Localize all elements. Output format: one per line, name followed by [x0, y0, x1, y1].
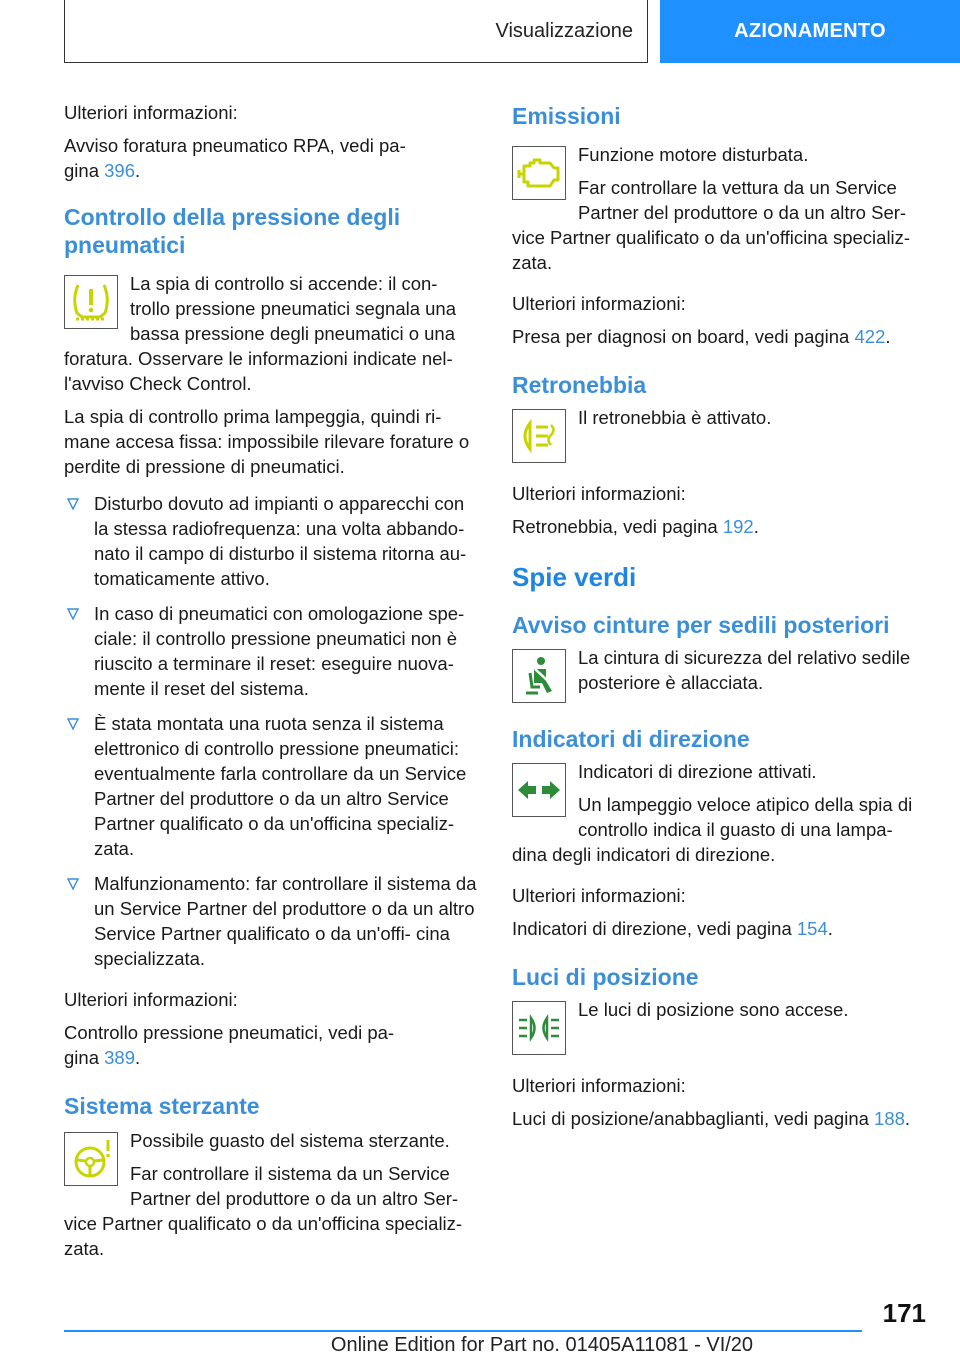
page-link-192[interactable]: 192 — [722, 516, 754, 537]
heading-turn-signals: Indicatori di direzione — [512, 726, 750, 752]
emissions-text-1: Funzione motore disturbata. — [578, 144, 809, 165]
heading-tire-pressure: Controllo della pressione degli pneumatici — [64, 204, 401, 258]
more-info-label: Ulteriori informazioni: — [64, 102, 238, 123]
heading-green-lights: Spie verdi — [512, 562, 637, 592]
steering-text-2: Far controllare il sistema da un Service Partner del produttore o da un altro Ser- vice Partner qualificato o da un'officina specializ- zata. — [64, 1163, 463, 1259]
tire-pressure-warning-icon — [64, 275, 118, 329]
tire-pressure-text-2: La spia di controllo prima lampeggia, quindi ri- mane accesa fissa: impossibile rilevare forature o perdite di pressione di pneumatici. — [64, 406, 470, 477]
page-number: 171 — [882, 1298, 926, 1328]
parking-lights-icon — [512, 1001, 566, 1055]
rear-belts-text-1: La cintura di sicurezza del relativo sedile posteriore è allacciata. — [578, 647, 911, 693]
heading-parking-lights: Luci di posizione — [512, 964, 699, 990]
triangle-bullet-icon — [67, 498, 79, 510]
steering-text-1: Possibile guasto del sistema sterzante. — [130, 1130, 450, 1151]
bullet-item: Disturbo dovuto ad impianti o apparecchi con la stessa radiofrequenza: una volta abbando- nato il campo di disturbo il sistema ritorna au- tomaticamente attivo. — [64, 491, 480, 591]
tpms-reference: Controllo pressione pneumatici, vedi pa- gina 389. — [64, 1022, 395, 1068]
bullet-item: Malfunzionamento: far controllare il sistema da un Service Partner del produttore o da un altro Service Partner qualificato o da un'offi- cina specializzata. — [64, 871, 480, 971]
heading-rear-fog: Retronebbia — [512, 372, 647, 398]
header-chapter-title: AZIONAMENTO — [734, 20, 886, 42]
more-info-label: Ulteriori informazioni: — [512, 1075, 686, 1096]
turn-signals-reference: Indicatori di direzione, vedi pagina 154. — [512, 918, 833, 939]
parking-lights-block — [512, 997, 924, 1059]
footer-divider — [64, 1330, 862, 1332]
heading-rear-belts: Avviso cinture per sedili posteriori — [512, 612, 890, 638]
heading-emissions: Emissioni — [512, 103, 621, 129]
steering-block — [64, 1128, 480, 1261]
heading-steering: Sistema sterzante — [64, 1093, 260, 1119]
page-link-422[interactable]: 422 — [854, 326, 886, 347]
parking-lights-reference: Luci di posizione/anabbaglianti, vedi pagina 188. — [512, 1108, 911, 1129]
seatbelt-icon — [512, 649, 566, 703]
header-chapter-tab — [660, 0, 960, 63]
triangle-bullet-icon — [67, 608, 79, 620]
right-column — [512, 100, 924, 1131]
parking-lights-text-1: Le luci di posizione sono accese. — [578, 999, 849, 1020]
turn-signals-text-1: Indicatori di direzione attivati. — [578, 761, 817, 782]
header-section-title: Visualizzazione — [495, 19, 633, 42]
more-info-label: Ulteriori informazioni: — [512, 483, 686, 504]
bullet-item: In caso di pneumatici con omologazione spe- ciale: il controllo pressione pneumatici non è riuscito a terminare il reset: eseguire nuova- mente il reset del sistema. — [64, 601, 480, 701]
more-info-label: Ulteriori informazioni: — [512, 885, 686, 906]
steering-warning-icon — [64, 1132, 118, 1186]
page-link-396[interactable]: 396 — [104, 160, 135, 181]
rear-fog-text-1: Il retronebbia è attivato. — [578, 407, 772, 428]
rear-fog-light-icon — [512, 409, 566, 463]
page-link-389[interactable]: 389 — [104, 1047, 135, 1068]
rear-fog-block — [512, 405, 924, 467]
engine-warning-icon — [512, 146, 566, 200]
footer-edition: Online Edition for Part no. 01405A11081 - VI/20 — [330, 1334, 754, 1356]
page-link-188[interactable]: 188 — [874, 1108, 905, 1129]
rear-belts-block — [512, 645, 924, 707]
emissions-text-2: Far controllare la vettura da un Service Partner del produttore o da un altro Ser- vice Partner qualificato o da un'officina specializ- zata. — [512, 177, 911, 273]
bullet-item: È stata montata una ruota senza il sistema elettronico di controllo pressione pneumatici: eventualmente farla controllare da un Service Partner del produttore o da un altro Service Partner qualificato o da un'officina specializ- zata. — [64, 711, 480, 861]
tire-pressure-bullets — [64, 491, 480, 971]
triangle-bullet-icon — [67, 718, 79, 730]
emissions-block — [512, 142, 924, 275]
triangle-bullet-icon — [67, 878, 79, 890]
more-info-label: Ulteriori informazioni: — [64, 989, 238, 1010]
rpa-reference: Avviso foratura pneumatico RPA, vedi pa- gina 396. — [64, 135, 406, 181]
page-link-154[interactable]: 154 — [796, 918, 828, 939]
tire-pressure-block — [64, 271, 480, 396]
rear-fog-reference: Retronebbia, vedi pagina 192. — [512, 516, 759, 537]
turn-signal-arrows-icon — [512, 763, 566, 817]
header-section-box — [64, 0, 648, 63]
tire-pressure-text-1: La spia di controllo si accende: il con- trollo pressione pneumatici segnala una bassa pressione degli pneumatici o una foratura. Osservare le informazioni indicate nel- l'avviso Check Control. — [64, 273, 457, 394]
left-column — [64, 100, 480, 1261]
obd-reference: Presa per diagnosi on board, vedi pagina 422. — [512, 326, 891, 347]
turn-signals-text-2: Un lampeggio veloce atipico della spia di controllo indica il guasto di una lampa- dina degli indicatori di direzione. — [512, 794, 913, 865]
turn-signals-block — [512, 759, 924, 867]
more-info-label: Ulteriori informazioni: — [512, 293, 686, 314]
